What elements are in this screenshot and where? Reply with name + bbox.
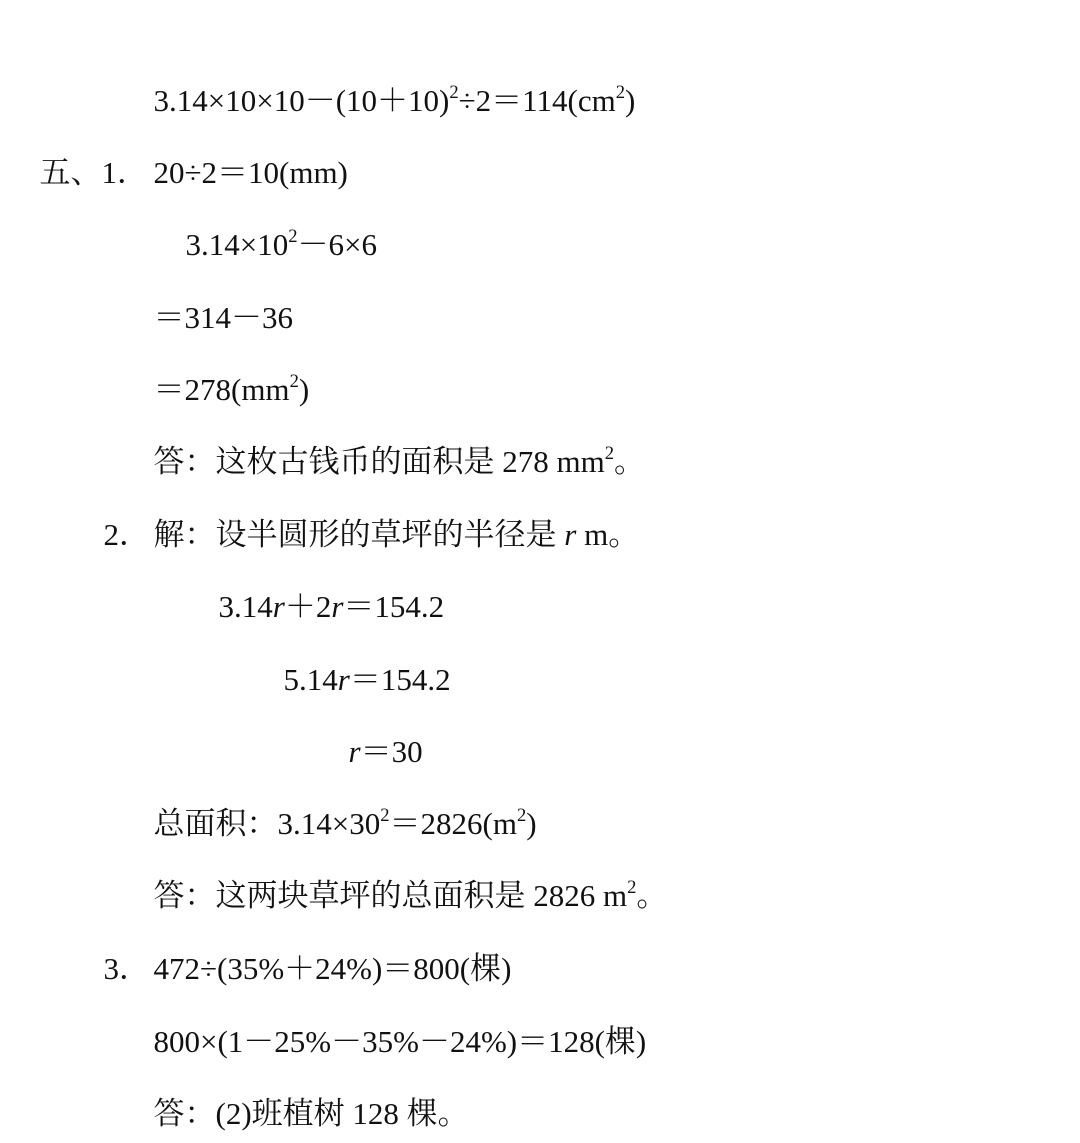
equation-line-13: 472÷(35%＋24%)＝800(棵)	[153, 951, 512, 986]
section-five-item-1	[24, 126, 148, 188]
equation-line-14: 800×(1－25%－35%－24%)＝128(棵)	[153, 1024, 647, 1059]
answer-line-2: 答：这两块草坪的总面积是 2826 $m^2$。	[153, 876, 668, 913]
equation-line-9: 5.14r＝154.2	[283, 662, 451, 697]
item-number: 五、1．	[39, 155, 148, 190]
equation-line-1: $3.14\times 10\times 10-(10+10)^2\div 2=114(cm^2)$	[153, 81, 636, 118]
solution-setup: 解：设半圆形的草坪的半径是 r m。	[153, 517, 640, 552]
equation-line-10: r＝30	[348, 734, 423, 769]
equation-line-2: 20÷2＝10(mm)	[153, 155, 348, 190]
item-2-number: 2．	[103, 517, 150, 552]
total-area-line: 总面积：$3.14\times 30^2=2826(m^2)$	[153, 804, 537, 841]
equation-line-8: 3.14r＋2r＝154.2	[218, 589, 445, 624]
item-3-number: 3．	[103, 951, 150, 986]
answer-line-1: 答：这枚古钱币的面积是 278 $mm^2$。	[153, 442, 646, 479]
answer-line-3: 答：(2)班植树 128 棵。	[153, 1096, 469, 1131]
equation-line-5: $=278(mm^2)$	[153, 370, 310, 407]
equation-line-4: ＝314－36	[153, 300, 293, 335]
equation-line-3: $3.14\times 10^2-6\times 6$	[185, 225, 378, 262]
